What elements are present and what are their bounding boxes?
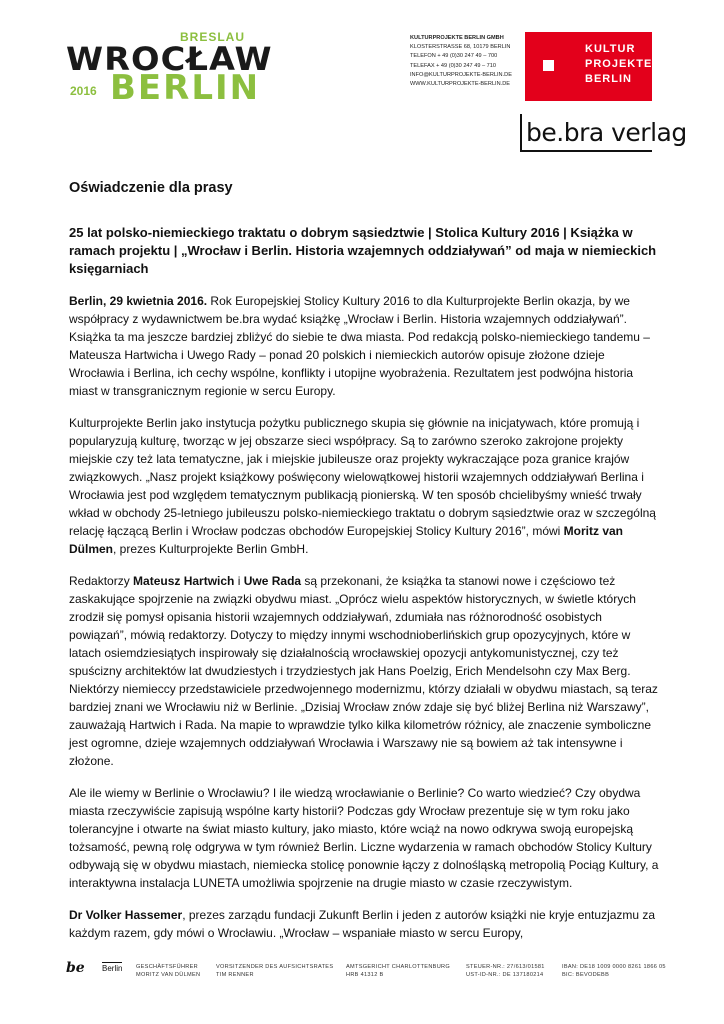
logo-breslau: BRESLAU: [180, 30, 246, 44]
bebra-logo-underline: [520, 150, 652, 152]
contact-email: INFO@KULTURPROJEKTE-BERLIN.DE: [410, 71, 512, 78]
contact-street: KLOSTERSTRASSE 68, 10179 BERLIN: [410, 44, 511, 51]
person-name: Moritz van Dülmen: [69, 524, 624, 556]
bebra-verlag-logo: [520, 114, 687, 154]
paragraph-3: [69, 572, 659, 770]
paragraph-4: Ale ile wiemy w Berlinie o Wrocławiu? I ile wiedzą wrocławianie o Berlinie? Co warto wiedzieć? Czy obydwa miasta rzeczywiście zapisują wspólne karty historii? Podczas gdy Wrocław prezentuje się w tym roku jako tolerancyjne i otwarte na świat miasto kultury, jako miasto, które wciąż na nowo odkrywa swoją europejską tożsamość, pewną rolę odgrywa w tym również Berlin. Liczne wydarzenia w ramach obchodów Stolicy Kultury odbywają się w obydwu miastach, niemiecka stolicę ponownie łączy z dolnośląską metropolią Pociąg Kultury, a interaktywna instalacja LUNETA umożliwia spojrzenie na drugie miasto w czasie rzeczywistym.: [69, 786, 659, 890]
footer-col2-label: VORSITZENDER DES AUFSICHTSRATES: [216, 964, 334, 970]
footer-col1-label: GESCHÄFTSFÜHRER: [136, 964, 198, 970]
footer-col4-value: UST-ID-NR.: DE 137180214: [466, 972, 544, 978]
editor-name-2: Uwe Rada: [243, 574, 302, 588]
paragraph-5: [69, 906, 659, 942]
footer-col5-label: IBAN: DE18 1009 0000 8261 1866 05: [562, 964, 666, 970]
footer-col3-value: HRB 41312 B: [346, 972, 384, 978]
paragraph-5-text: , prezes zarządu fundacji Zukunft Berlin i jeden z autorów książki nie kryje entuzjazmu za każdym razem, gdy mówi o Wrocławiu. „Wrocław – wspaniałe miasto w sercu Europy,: [69, 908, 656, 940]
footer-col5-value: BIC: BEVODEBB: [562, 972, 610, 978]
bebra-logo-rule: [520, 114, 522, 152]
editor-name-1: Mateusz Hartwich: [133, 574, 235, 588]
footer-col2-value: TIM RENNER: [216, 972, 254, 978]
footer-berlin-logo: Berlin: [102, 964, 123, 973]
kulturprojekte-logo-text: [585, 42, 652, 87]
footer-col-managing-director: [136, 963, 200, 979]
logo-berlin: BERLIN: [110, 68, 261, 108]
bebra-logo-text: be.bra verlag: [526, 118, 687, 147]
headline: 25 lat polsko-niemieckiego traktatu o dobrym sąsiedztwie | Stolica Kultury 2016 | Książka w ramach projektu | „Wrocław i Berlin. Historia wzajemnych oddziaływań” od maja w niemieckich księgarniach: [69, 225, 657, 276]
kb-line-1: KULTUR: [585, 43, 636, 55]
footer-col4-label: STEUER-NR.: 27/613/01581: [466, 964, 545, 970]
paragraph-2-text: Kulturprojekte Berlin jako instytucja pożytku publicznego skupia się głównie na inicjatywach, które promują i popularyzują kulturę, tworząc w jej obszarze sieci współpracy. Są to zarówno szeroko zakrojone projekty miejskie czy też lata tematyczne, jak i miejskie jubileusze oraz projekty wykraczające poza granice krajów związkowych. „Nasz projekt książkowy poświęcony wielowątkowej historii wzajemnych oddziaływań Berlina i Wrocławia jest pod względem tematycznym publikacją pionierską. W ten sposób chcielibyśmy wnieść trwały wkład w obchody 25-letniego jubileuszu polsko-niemieckiego traktatu o dobrym sąsiedztwie oraz w szczególną relację łączącą Berlin i Wrocław podczas obchodów Europejskiej Stolicy Kultury 2016”, mówi: [69, 416, 656, 538]
contact-web: WWW.KULTURPROJEKTE-BERLIN.DE: [410, 81, 510, 88]
footer-col-supervisory-board: [216, 963, 333, 979]
footer-col-tax: [466, 963, 545, 979]
contact-fax: TELEFAX + 49 (0)30 247 49 – 710: [410, 62, 496, 69]
paragraph-2: [69, 414, 659, 558]
footer-be-logo: be: [66, 960, 85, 976]
footer-col-court: [346, 963, 450, 979]
footer-col1-value: MORITZ VAN DÜLMEN: [136, 972, 201, 978]
person-name-hassemer: Dr Volker Hassemer: [69, 908, 183, 922]
press-title: Oświadczenie dla prasy: [69, 180, 233, 196]
contact-phone: TELEFON + 49 (0)30 247 49 – 700: [410, 53, 498, 60]
paragraph-1: [69, 292, 659, 400]
paragraph-3-text: są przekonani, że książka ta stanowi nowe i częściowo też zaskakujące spojrzenie na związki obydwu miast. „Oprócz wielu aspektów historycznych, w świetle których zrodził się pomysł opisania historii wzajemnych oddziaływań, zdumiała nas różnorodność osobistych powiązań”, mówią redaktorzy. Dotyczy to między innymi wschodnioberlińskich grup opozycyjnych, które w latach osiemdziesiątych inspirowały się działalnością wrocławskiej opozycji antykomunistycznej, czy też spuścizny architektów lat dwudziestych i trzydziestych jak Hans Poelzig, Erich Mendelsohn czy Max Berg. Niektórzy niemieccy przedstawiciele przedwojennego modernizmu, którzy działali w obydwu miastach, są teraz bardziej znani we Wrocławiu niż w Berlinie. „Dzisiaj Wrocław znów zdaje się być bliżej Berlina niż Warszawy”, zauważają Hartwich i Rada. Na mapie to wprawdzie tylko kilka kilometrów różnicy, ale znaczenie symboliczne jest ogromne, dzieje wzajemnych oddziaływań Wrocławia i Warszawy nie są bowiem aż tak intensywne i złożone.: [69, 574, 658, 768]
paragraph-3-intro: Redaktorzy: [69, 574, 134, 588]
paragraph-1-text: Rok Europejskiej Stolicy Kultury 2016 to dla Kulturprojekte Berlin okazja, by we współpracy z wydawnictwem be.bra wydać książkę „Wrocław i Berlin. Historia wzajemnych oddziaływań”. Książka ta ma jeszcze bardziej zbliżyć do siebie te dwa miasta. Pod redakcją polsko-niemieckiego tandemu – Mateusza Hartwicha i Uwego Rady – ponad 20 polskich i niemieckich autorów opisuje złożone dzieje Wrocławia i Berlina, ich cechy wspólne, konflikty i utopijne wyobrażenia. Rezultatem jest podwójna historia miast w transgranicznym regionie w sercu Europy.: [69, 294, 650, 398]
press-release-body: [69, 180, 659, 956]
paragraph-3-and: i: [234, 574, 244, 588]
footer: [66, 960, 666, 984]
logo-square-icon: [543, 60, 554, 71]
footer-col3-label: AMTSGERICHT CHARLOTTENBURG: [346, 964, 451, 970]
footer-col-bank: [562, 963, 666, 979]
kb-line-2: PROJEKTE: [585, 58, 653, 70]
dateline: Berlin, 29 kwietnia 2016.: [69, 294, 208, 308]
kulturprojekte-logo: [525, 32, 652, 101]
logo-wroclaw: WROCŁAW: [66, 40, 273, 78]
logo-year: 2016: [70, 84, 97, 98]
kb-line-3: BERLIN: [585, 73, 632, 85]
contact-company: KULTURPROJEKTE BERLIN GMBH: [410, 35, 504, 41]
wroclaw-berlin-logo: [62, 22, 273, 122]
contact-block: [410, 34, 522, 89]
paragraph-2-end: , prezes Kulturprojekte Berlin GmbH.: [113, 542, 309, 556]
